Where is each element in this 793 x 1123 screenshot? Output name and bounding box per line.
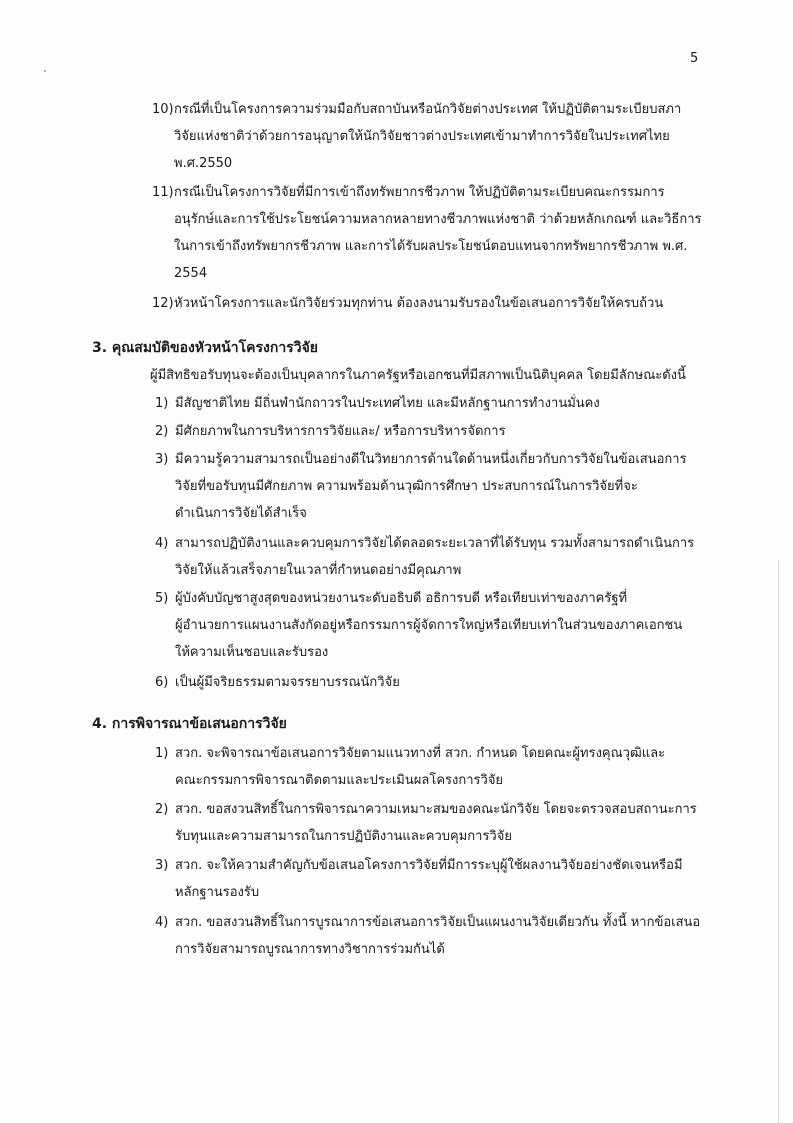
text-line: ผู้บังคับบัญชาสูงสุดของหน่วยงานระดับอธิบดี อธิการบดี หรือเทียบเท่าของภาครัฐที่ [175, 591, 628, 606]
list-item-text [174, 290, 663, 317]
scan-speck [44, 70, 46, 72]
list-item-number: 1) [155, 396, 169, 411]
text-line: หลักฐานรองรับ [175, 885, 260, 900]
list-item-text [175, 740, 665, 794]
text-line: มีศักยภาพในการบริหารการวิจัยและ/ หรือการบริหารจัดการ [175, 424, 506, 439]
text-line: ดำเนินการวิจัยได้สำเร็จ [175, 506, 307, 521]
section-3-item-3 [155, 446, 715, 527]
text-line: สวก. ขอสงวนสิทธิ์ในการบูรณาการข้อเสนอการวิจัยเป็นแผนงานวิจัยเดียวกัน ทั้งนี้ หากข้อเสนอ [175, 915, 701, 930]
section-4-item-2 [155, 796, 715, 850]
list-item-10 [152, 96, 712, 177]
text-line: สามารถปฏิบัติงานและควบคุมการวิจัยได้ตลอดระยะเวลาที่ได้รับทุน รวมทั้งสามารถดำเนินการ [175, 536, 695, 551]
section-4-item-3 [155, 852, 715, 906]
section-4-heading: 4. การพิจารณาข้อเสนอการวิจัย [92, 716, 287, 732]
scan-edge-line [778, 560, 779, 1123]
list-item-number: 2) [155, 802, 169, 817]
text-line: วิจัยแห่งชาติว่าด้วยการอนุญาตให้นักวิจัยชาวต่างประเทศเข้ามาทำการวิจัยในประเทศไทย [174, 129, 670, 144]
list-item-text [175, 669, 400, 696]
text-line: รับทุนและความสามารถในการปฏิบัติงานและควบคุมการวิจัย [175, 829, 512, 844]
list-item-text [174, 179, 701, 287]
text-line: สวก. ขอสงวนสิทธิ์ในการพิจารณาความเหมาะสมของคณะนักวิจัย โดยจะตรวจสอบสถานะการ [175, 802, 697, 817]
list-item-text [175, 418, 506, 445]
text-line: วิจัยให้แล้วเสร็จภายในเวลาที่กำหนดอย่างมีคุณภาพ [175, 563, 462, 578]
text-line: ให้ความเห็นชอบและรับรอง [175, 645, 329, 660]
list-item-number: 12) [152, 296, 174, 311]
section-3-item-1 [155, 390, 715, 417]
section-4-item-1 [155, 740, 715, 794]
list-item-number: 1) [155, 746, 169, 761]
list-item-11 [152, 179, 712, 287]
list-item-number: 4) [155, 536, 169, 551]
list-item-number: 3) [155, 858, 169, 873]
list-item-12 [152, 290, 712, 317]
list-item-text [175, 852, 683, 906]
text-line: คณะกรรมการพิจารณาติดตามและประเมินผลโครงการวิจัย [175, 773, 504, 788]
list-item-number: 10) [152, 102, 174, 117]
list-item-text [175, 585, 682, 666]
list-item-text [175, 390, 600, 417]
page-number: 5 [690, 51, 699, 66]
section-3-item-2 [155, 418, 715, 445]
section-4-item-4 [155, 909, 715, 963]
section-3-intro: ผู้มีสิทธิขอรับทุนจะต้องเป็นบุคลากรในภาครัฐหรือเอกชนที่มีสภาพเป็นนิติบุคคล โดยมีลักษณะดังนี้ [150, 368, 686, 383]
section-3-heading: 3. คุณสมบัติของหัวหน้าโครงการวิจัย [92, 340, 318, 356]
text-line: กรณีที่เป็นโครงการความร่วมมือกับสถาบันหรือนักวิจัยต่างประเทศ ให้ปฏิบัติตามระเบียบสภา [174, 102, 682, 117]
list-item-text [175, 796, 697, 850]
section-3-item-4 [155, 530, 715, 584]
text-line: 2554 [174, 266, 208, 281]
text-line: เป็นผู้มีจริยธรรมตามจรรยาบรรณนักวิจัย [175, 675, 400, 690]
text-line: หัวหน้าโครงการและนักวิจัยร่วมทุกท่าน ต้องลงนามรับรองในข้อเสนอการวิจัยให้ครบถ้วน [174, 296, 664, 311]
list-item-number: 11) [152, 185, 174, 200]
list-item-number: 6) [155, 675, 169, 690]
list-item-text [175, 909, 700, 963]
text-line: สวก. จะให้ความสำคัญกับข้อเสนอโครงการวิจัยที่มีการระบุผู้ใช้ผลงานวิจัยอย่างชัดเจนหรือมี [175, 858, 683, 873]
text-line: ผู้อำนวยการแผนงานสังกัดอยู่หรือกรรมการผู้จัดการใหญ่หรือเทียบเท่าในส่วนของภาคเอกชน [175, 618, 683, 633]
text-line: พ.ศ.2550 [174, 156, 233, 171]
text-line: ในการเข้าถึงทรัพยากรชีวภาพ และการได้รับผลประโยชน์ตอบแทนจากทรัพยากรชีวภาพ พ.ศ. [174, 239, 688, 254]
text-line: มีความรู้ความสามารถเป็นอย่างดีในวิทยาการด้านใดด้านหนึ่งเกี่ยวกับการวิจัยในข้อเสนอการ [175, 452, 687, 467]
text-line: กรณีเป็นโครงการวิจัยที่มีการเข้าถึงทรัพยากรชีวภาพ ให้ปฏิบัติตามระเบียบคณะกรรมการ [174, 185, 665, 200]
section-3-item-6 [155, 669, 715, 696]
list-item-number: 2) [155, 424, 169, 439]
list-item-text [175, 446, 687, 527]
text-line: วิจัยที่ขอรับทุนมีศักยภาพ ความพร้อมด้านวุฒิการศึกษา ประสบการณ์ในการวิจัยที่จะ [175, 479, 638, 494]
list-item-number: 5) [155, 591, 169, 606]
text-line: มีสัญชาติไทย มีถิ่นพำนักถาวรในประเทศไทย และมีหลักฐานการทำงานมั่นคง [175, 396, 600, 411]
list-item-number: 3) [155, 452, 169, 467]
list-item-text [174, 96, 681, 177]
list-item-text [175, 530, 694, 584]
list-item-number: 4) [155, 915, 169, 930]
text-line: การวิจัยสามารถบูรณาการทางวิชาการร่วมกันได้ [175, 942, 445, 957]
text-line: อนุรักษ์และการใช้ประโยชน์ความหลากหลายทางชีวภาพแห่งชาติ ว่าด้วยหลักเกณฑ์ และวิธีการ [174, 212, 702, 227]
section-3-item-5 [155, 585, 715, 666]
text-line: สวก. จะพิจารณาข้อเสนอการวิจัยตามแนวทางที่ สวก. กำหนด โดยคณะผู้ทรงคุณวุฒิและ [175, 746, 666, 761]
